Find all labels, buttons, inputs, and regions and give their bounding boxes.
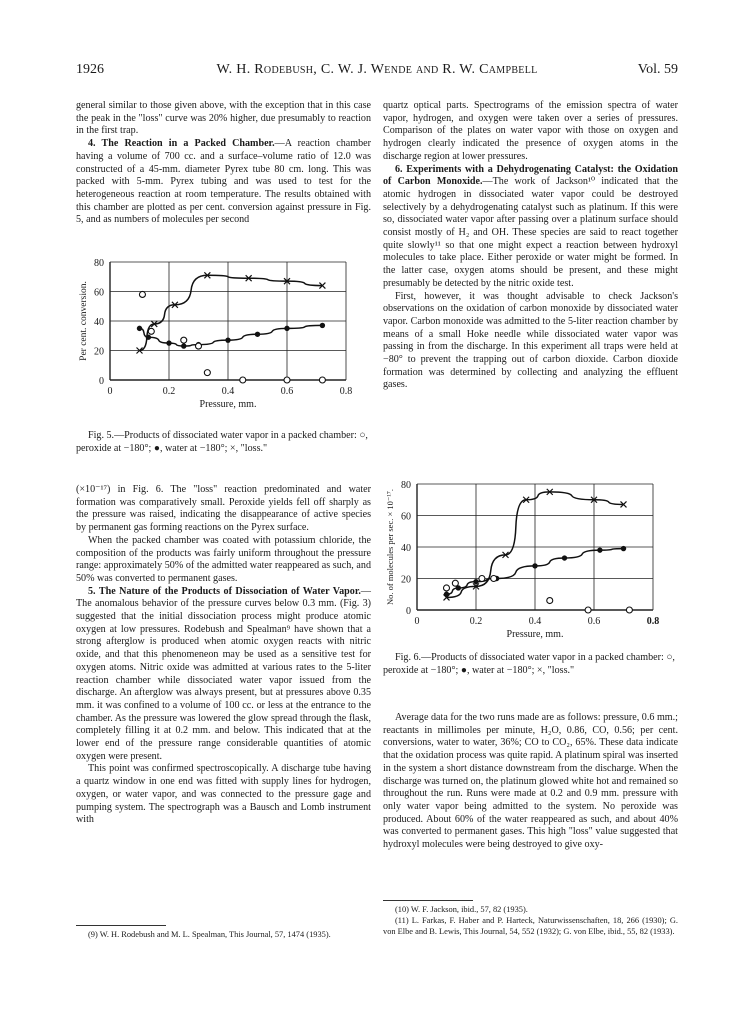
x-axis-label: Pressure, mm. <box>199 399 257 410</box>
footnote-rule <box>76 925 166 926</box>
x-axis-label: Pressure, mm. <box>506 629 564 640</box>
peroxide-marker <box>547 598 553 604</box>
y-tick-label: 60 <box>94 287 104 299</box>
water-marker <box>532 563 537 568</box>
y-axis-label: No. of molecules per sec. × 10⁻¹⁷. <box>385 488 395 606</box>
figure-5-caption: Fig. 5.—Products of dissociated water vapor in a packed chamber: ○, peroxide at −180°; ●, water at −180°; ×, "loss." <box>76 430 368 454</box>
figure-6-caption-block <box>383 652 678 677</box>
header-volume: Vol. 59 <box>637 62 678 77</box>
water-marker <box>146 335 151 340</box>
x-tick-label: 0 <box>414 616 420 627</box>
right-column-bottom <box>383 712 678 852</box>
y-tick-label: 60 <box>401 511 411 523</box>
y-tick-label: 20 <box>94 346 104 358</box>
section-heading: 4. The Reaction in a Packed Chamber. <box>88 138 275 150</box>
y-axis-label: Per cent. conversion. <box>79 281 89 361</box>
peroxide-marker <box>444 585 450 591</box>
paragraph-body: —The anomalous behavior of the pressure curves below 0.3 mm. (Fig. 3) suggested that the initial dissociation process might produce atomic oxygen at low pressures. Rodebush and Spealman⁹ have shown that a strong afterglow is produced when atomic oxygen reacts with nitric oxide, and that this phenomeneon may be used as a sensitive test for oxygen atoms. Nitric oxide was admitted at various rates to the 5-liter reaction chamber while dissociated water vapor issued from the discharge. An afterglow was always present, but at pressures above 0.35 mm. it was confined to a volume of 100 cc. or less at the entrance to the chamber. As the pressure was lowered the glow spread through the flask, completely filling it at 0.2 mm. and below. This indicated that at the lower end of the pressure range considerable quantities of atomic oxygen were present. <box>76 585 371 762</box>
running-header <box>76 62 678 82</box>
left-footnotes <box>76 930 371 941</box>
water-marker <box>225 337 230 342</box>
water-marker <box>473 579 478 584</box>
x-tick-label: 0.4 <box>528 616 542 627</box>
peroxide-marker <box>204 370 210 376</box>
peroxide-marker <box>240 377 246 383</box>
left-column-bottom <box>76 484 371 827</box>
water-marker <box>320 323 325 328</box>
peroxide-marker <box>196 343 202 349</box>
peroxide-marker <box>319 377 325 383</box>
water-marker <box>621 546 626 551</box>
y-tick-label: 40 <box>94 317 104 328</box>
x-tick-label: 0 <box>107 386 113 397</box>
paragraph <box>383 164 678 291</box>
footnote-rule <box>383 900 473 901</box>
peroxide-marker <box>479 576 485 582</box>
figure-6-chart <box>383 474 678 650</box>
paragraph: (×10⁻¹⁷) in Fig. 6. The "loss" reaction predominated and water formation was comparatively small. Peroxide yields fell off sharply as the pressure was raised, indicating the disappearance of active species by permanent gas forming reactions on the Pyrex surface. <box>76 484 371 534</box>
peroxide-marker <box>181 337 187 343</box>
header-authors: W. H. Rodebush, C. W. J. Wende and R. W. Campbell <box>216 62 538 77</box>
x-tick-label: 0.8 <box>339 386 353 397</box>
peroxide-marker <box>491 576 497 582</box>
y-tick-label: 20 <box>401 574 411 586</box>
y-tick-label: 0 <box>99 376 104 387</box>
paragraph: Average data for the two runs made are as follows: pressure, 0.6 mm.; reactants in millimoles per minute, H₂O, 0.86, CO, 0.56; per cent. conversions, water to water, 36%; CO to CO₂, 65%. These data indicate that the oxidation process was quite rapid. A platinum spiral was inserted in the system a short distance downstream from the discharge. When the discharge was turned on, the platinum glowed white hot and remained so throughout the run. Runs were made at 0.2 and 0.9 mm. pressure with only water vapor being admitted to the system. No peroxide was produced. About 60% of the water reappeared as such, and about 40% was converted to permanent gases. This high "loss" value suggested that hydroxyl molecules were being destroyed to give oxy- <box>383 712 678 851</box>
paragraph: When the packed chamber was coated with potassium chloride, the composition of the products was fairly uniform throughout the pressure range: approximately 50% of the admitted water reappeared as such, and 50% was converted to permanent gases. <box>76 534 371 584</box>
footnote-9: (9) W. H. Rodebush and M. L. Spealman, This Journal, 57, 1474 (1935). <box>88 930 331 939</box>
water-marker <box>137 326 142 331</box>
figure-5-chart <box>76 252 371 418</box>
peroxide-marker <box>139 291 145 297</box>
footnote-10: (10) W. F. Jackson, ibid., 57, 82 (1935). <box>395 905 528 914</box>
peroxide-marker <box>148 328 154 334</box>
y-tick-label: 80 <box>94 258 104 269</box>
water-marker <box>284 326 289 331</box>
y-tick-label: 0 <box>406 606 411 617</box>
water-marker <box>444 592 449 597</box>
right-column-top <box>383 100 678 392</box>
figure-6-caption: Fig. 6.—Products of dissociated water vapor in a packed chamber: ○, peroxide at −180°; ●, water at −180°; ×, "loss." <box>383 652 675 676</box>
x-tick-label: 0.6 <box>280 386 294 397</box>
x-tick-label: 0.6 <box>587 616 601 627</box>
footnote-11: (11) L. Farkas, F. Haber and P. Harteck, Naturwissenschaften, 18, 266 (1930); G. von Elbe and B. Lewis, This Journal, 54, 552 (1932); G. von Elbe, ibid., 55, 82 (1933). <box>383 915 678 936</box>
paragraph: general similar to those given above, with the exception that in this case the peak in the "loss" curve was 20% higher, due presumably to reaction in the first trap. <box>76 100 371 137</box>
x-tick-label: 0.2 <box>469 616 483 627</box>
series-line <box>140 275 323 350</box>
x-tick-label: 0.8 <box>646 616 660 627</box>
section-heading: 6. Experiments with a Dehydrogenating Catalyst: the Oxidation of Carbon Monoxide. <box>383 163 678 188</box>
water-marker <box>562 555 567 560</box>
paragraph <box>76 586 371 764</box>
water-marker <box>166 340 171 345</box>
water-marker <box>255 332 260 337</box>
left-column-top <box>76 100 371 227</box>
peroxide-marker <box>284 377 290 383</box>
x-tick-label: 0.2 <box>162 386 176 397</box>
peroxide-marker <box>452 580 458 586</box>
y-tick-label: 80 <box>401 480 411 491</box>
peroxide-marker <box>585 607 591 613</box>
page-number: 1926 <box>76 62 104 77</box>
paragraph: First, however, it was thought advisable to check Jackson's observations on the oxidation of carbon monoxide by dissociated water vapor. Carbon monoxide was admitted to the 5-liter reaction chamber by means of a small Hoke needle while dissociated water vapor was passing in from the discharge. In this experiment all traps were held at −80° to prevent the trapping out of carbon dioxide. Carbon dioxide formation was determined by collecting and analyzing the effluent gases. <box>383 290 678 391</box>
section-heading: 5. The Nature of the Products of Dissociation of Water Vapor. <box>88 585 361 597</box>
paragraph-body: —A reaction chamber having a volume of 700 cc. and a surface–volume ratio of 12.0 was constructed of a 45-mm. diameter Pyrex tube 80 cm. long. This was packed with 5-mm. Pyrex tubing and was used to test for the heterogeneous reaction at room temperature. The results obtained with this chamber are plotted as per cent. conversion against pressure in Fig. 5, and as numbers of molecules per second <box>76 138 371 226</box>
water-marker <box>181 343 186 348</box>
right-footnotes <box>383 905 678 937</box>
water-marker <box>597 547 602 552</box>
x-tick-label: 0.4 <box>221 386 235 397</box>
peroxide-marker <box>626 607 632 613</box>
paragraph: quartz optical parts. Spectrograms of the emission spectra of water vapor, hydrogen, and oxygen were taken over a series of pressures. Comparison of the plates on water vapor with those on oxygen and hydrogen clearly indicated the presence of oxygen atoms in the discharge region at lower pressures. <box>383 100 678 162</box>
y-tick-label: 40 <box>401 543 411 554</box>
paragraph-body: —The work of Jackson¹⁰ indicated that the atomic hydrogen in dissociated water vapor could be destroyed selectively by a dehydrogenating catalyst such as platinum. If this were so, dissociated water vapor after passing over a platinum surface should consist mostly of H₂ and OH. These species are said to react together quite slowly¹¹ so that one might expect a reaction between hydroxyl molecules to take place. Either peroxide or water might be formed. In the latter case, oxygen atoms should be present, and these might presumably be detected by the nitric oxide test. <box>383 176 678 289</box>
paragraph: This point was confirmed spectroscopically. A discharge tube having a quartz window in one end was fitted with supply lines for hydrogen, oxygen, or water vapor, and was connected to the pressure gage and pumping system. The spectrograph was a Bausch and Lomb instrument with <box>76 763 371 826</box>
paragraph <box>76 138 371 227</box>
figure-5-caption-block <box>76 430 371 455</box>
